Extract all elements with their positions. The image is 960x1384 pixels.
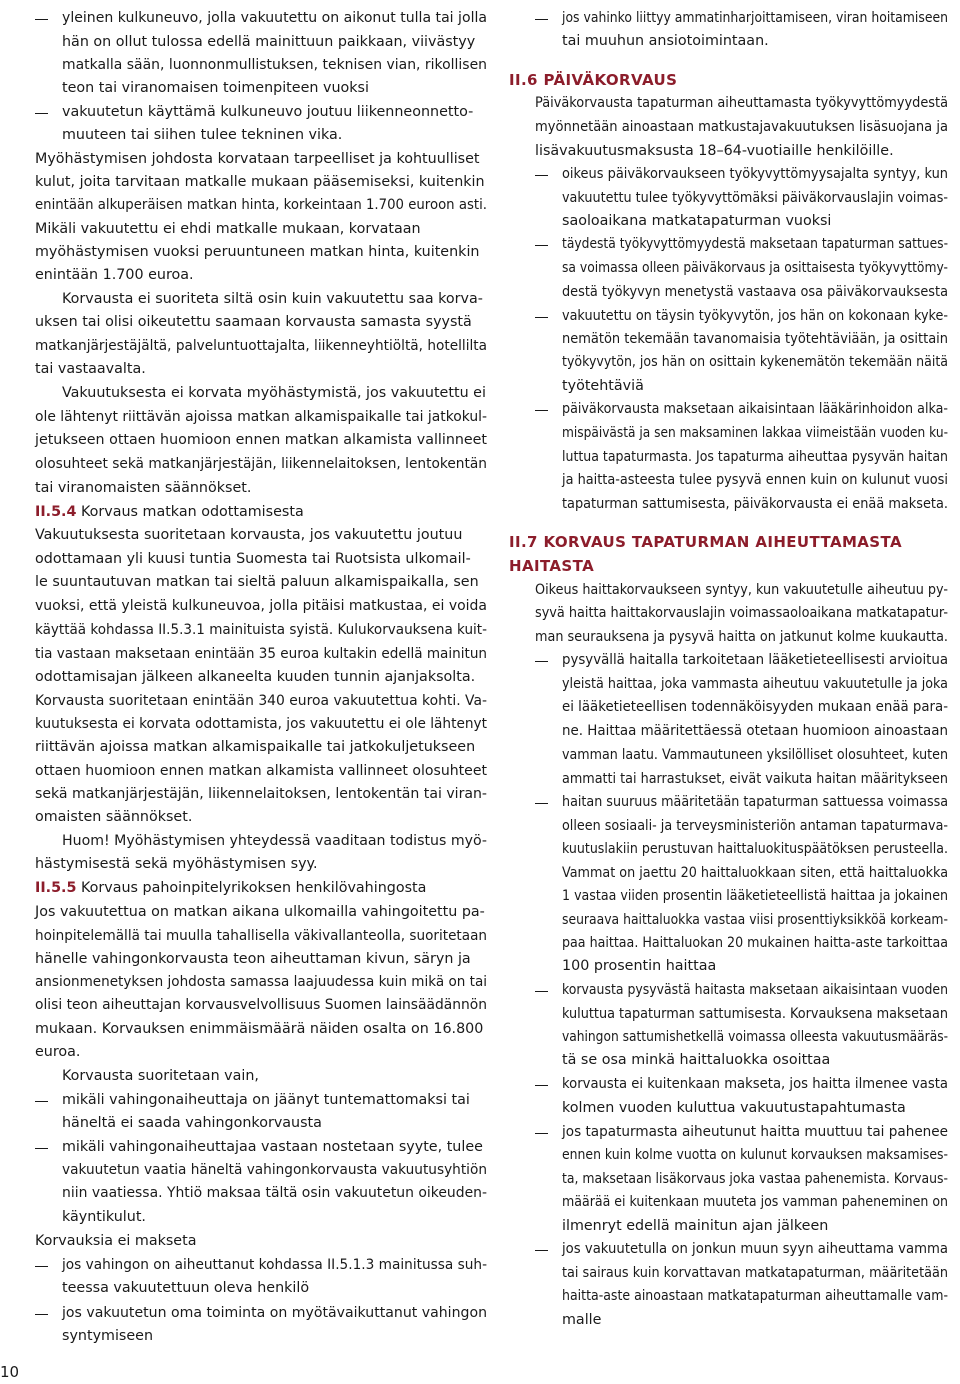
text-line — [562, 673, 960, 696]
text-line — [535, 626, 960, 649]
line-text: muuteen tai siihen tulee tekninen vika. — [62, 127, 343, 143]
text-line — [562, 422, 960, 445]
line-text: käyttää kohdassa II.5.3.1 mainituista syistä. Kulukorvauksena kuit- — [35, 622, 488, 638]
line-text: Mikäli vakuutettu ei ehdi matkalle mukaan, korvataan — [35, 221, 421, 237]
line-text: korvausta pysyvästä haitasta maksetaan aikaisintaan vuoden — [562, 982, 948, 998]
bullet-line — [62, 1254, 507, 1277]
text-line — [562, 281, 960, 304]
text-line — [35, 948, 471, 971]
text-line — [562, 1097, 906, 1120]
text-line — [562, 210, 831, 233]
line-text: tai muuhun ansiotoimintaan. — [562, 33, 769, 49]
line-text: olosuhteet sekä matkanjärjestäjän, liikennelaitoksen, lentokentän — [35, 456, 488, 472]
line-text: jos vakuutetun oma toiminta on myötävaikuttanut vahingon — [62, 1305, 488, 1321]
dash-marker — [535, 410, 548, 411]
line-text: hän on ollut tulossa edellä mainittuun paikkaan, viivästyy — [62, 34, 476, 50]
text-line — [562, 375, 644, 398]
line-text: olleen sosiaali- ja terveysministeriön antaman tapaturmava- — [562, 818, 948, 834]
text-line — [35, 524, 462, 547]
line-text: omaisten säännökset. — [35, 809, 193, 825]
text-line — [35, 666, 475, 689]
line-text: ammatti tai harrastukset, eivät vaikuta haitan määritykseen — [562, 771, 949, 787]
line-text: tai sairaus kuin korvattavan matkatapaturman, määritetään — [562, 1265, 948, 1281]
text-line — [562, 909, 960, 932]
line-text: nemätön tekemään tavanomaisia työtehtäviään, ja osittain — [562, 331, 949, 347]
line-text: haitan suuruus määritetään tapaturman sattuessa voimassa — [562, 794, 949, 810]
text-line — [35, 264, 194, 287]
text-line — [562, 862, 960, 885]
dash-marker — [535, 1133, 548, 1134]
text-line — [562, 815, 960, 838]
line-text: jetukseen ottaen huomioon ennen matkan alkamista vallinneet — [35, 432, 488, 448]
line-text: sa voimassa olleen päiväkorvaus ja osittaisesta työkyvyttömy- — [562, 260, 949, 276]
section-heading — [509, 531, 902, 554]
text-line — [35, 406, 500, 429]
line-text: destä työkyvyn menetystä vastaava osa päiväkorvauksesta — [562, 284, 948, 300]
text-line — [35, 736, 475, 759]
section-title: Korvaus pahoinpitelyrikoksen henkilövahingosta — [76, 880, 427, 896]
text-line — [35, 311, 472, 334]
line-text: niin vaatiessa. Yhtiö maksaa tältä osin vakuutetun oikeuden- — [62, 1185, 488, 1201]
text-line — [62, 288, 483, 311]
text-line — [562, 955, 716, 978]
line-text: Vammat on jaettu 20 haittaluokkaan siten, että haittaluokka — [562, 865, 949, 881]
line-text: vakuutetun käyttämä kulkuneuvo joutuu liikenneonnetto- — [62, 104, 474, 120]
text-line — [62, 31, 475, 54]
subsection-heading — [35, 501, 304, 524]
text-line — [562, 720, 960, 743]
line-text: määrää ei kuitenkaan muuteta jos vamman paheneminen on — [562, 1194, 949, 1210]
text-line — [35, 971, 512, 994]
text-line — [562, 1215, 828, 1238]
text-line — [35, 760, 495, 783]
line-text: kuutuksesta ei korvata odottamista, jos vakuutettu ei ole lähtenyt — [35, 716, 488, 732]
text-line — [535, 579, 960, 602]
line-text: matkalla sään, luonnonmullistuksen, teknisen vian, rikollisen — [62, 57, 487, 73]
bullet-line — [562, 305, 960, 328]
line-text: le suuntautuvan matkan tai sieltä paluun alkamispaikalla, sen — [35, 574, 479, 590]
text-line — [62, 1182, 498, 1205]
line-text: kuluttua tapaturman sattumisesta. Korvauksena maksetaan — [562, 1006, 949, 1022]
line-text: työkyvytön, jos hän on osittain kykenemätön tekemään näitä — [562, 354, 948, 370]
line-text: yleinen kulkuneuvo, jolla vakuutettu on aikonut tulla tai jolla — [62, 10, 487, 26]
text-line — [562, 1003, 960, 1026]
text-line — [35, 806, 192, 829]
bullet-line — [562, 7, 960, 30]
heading-text: II.6 PÄIVÄKORVAUS — [509, 71, 678, 89]
text-line — [62, 1206, 146, 1229]
line-text: man seurauksena ja pysyvä haitta on jatkunut kolme kuukautta. — [535, 629, 949, 645]
dash-marker — [35, 1101, 48, 1102]
line-text: tai vastaavalta. — [35, 361, 146, 377]
line-text: ja haitta-asteesta tulee pysyvä ennen kuin on kulunut vuosi — [562, 472, 948, 488]
text-line — [562, 696, 960, 719]
bullet-line — [562, 163, 960, 186]
text-line — [562, 30, 769, 53]
line-text: kuutuslakiin perustuvan haittaluokituspäätöksen perusteella. — [562, 841, 949, 857]
line-text: lisävakuutusmaksusta 18–64-vuotiaille henkilöille. — [535, 143, 894, 159]
line-text: ta, maksetaan lisäkorvaus joka vastaa pahenemista. Korvaus- — [562, 1171, 948, 1187]
line-text: korvausta ei kuitenkaan makseta, jos haitta ilmenee vasta — [562, 1076, 949, 1092]
line-text: odottamaan yli kuusi tuntia Suomesta tai Ruotsista ulkomail- — [35, 551, 471, 567]
line-text: oikeus päiväkorvaukseen työkyvyttömyysajalta syntyy, kun — [562, 166, 948, 182]
subsection-text — [35, 501, 304, 524]
line-text: ansionmenetyksen johdosta samassa laajuudessa kuin mikä on tai — [35, 974, 488, 990]
line-text: tia vastaan maksetaan enintään 35 euroa kultakin edellä mainitun — [35, 646, 488, 662]
dash-marker — [535, 245, 548, 246]
section-heading — [509, 69, 677, 92]
dash-marker — [535, 803, 548, 804]
bullet-line — [562, 791, 960, 814]
line-text: tapaturman sattumisesta, päiväkorvausta ei enää makseta. — [562, 496, 949, 512]
text-line — [62, 1277, 309, 1300]
bullet-line — [562, 1073, 960, 1096]
bullet-line — [62, 101, 473, 124]
text-line — [35, 783, 494, 806]
text-line — [35, 1018, 483, 1041]
section-number: II.5.4 — [35, 504, 77, 520]
text-line — [535, 140, 894, 163]
text-line — [35, 619, 513, 642]
line-text: hästymisestä sekä myöhästymisen syy. — [35, 856, 318, 872]
text-line — [62, 1065, 259, 1088]
text-line — [35, 548, 471, 571]
dash-marker — [535, 175, 548, 176]
dash-marker — [535, 661, 548, 662]
line-text: riittävän ajoissa matkan alkamispaikalle tai jatkokuljetukseen — [35, 739, 476, 755]
dash-marker — [535, 317, 548, 318]
text-line — [562, 1285, 960, 1308]
text-line — [35, 595, 497, 618]
line-text: saoloaikana matkatapaturman vuoksi — [562, 213, 832, 229]
subsection-text — [35, 877, 426, 900]
subsection-heading — [35, 877, 426, 900]
text-line — [35, 218, 421, 241]
section-heading — [509, 555, 594, 578]
dash-marker — [535, 1250, 548, 1251]
line-text: hoinpitelemällä tai muulla tahallisella väkivallanteolla, suoritetaan — [35, 928, 488, 944]
line-text: vahingon sattumishetkellä voimassa olleesta vakuutusmääräs- — [562, 1029, 948, 1045]
text-line — [562, 187, 960, 210]
line-text: ne. Haittaa määritettäessä otetaan huomioon ainoastaan — [562, 723, 949, 739]
line-text: haitta-aste ainoastaan matkatapaturman aiheuttamalle vam- — [562, 1288, 949, 1304]
text-line — [535, 92, 960, 115]
text-line — [562, 838, 960, 861]
text-line — [35, 853, 318, 876]
line-text: työtehtäviä — [562, 378, 644, 394]
line-text: mispäivästä ja sen maksaminen lakkaa viimeistään vuoden ku- — [562, 425, 948, 441]
line-text: jos vahingon on aiheuttanut kohdassa II.5.1.3 mainitussa suh- — [62, 1257, 488, 1273]
line-text: ilmenryt edellä mainitun ajan jälkeen — [562, 1218, 829, 1234]
text-line — [35, 643, 512, 666]
line-text: Päiväkorvausta tapaturman aiheuttamasta työkyvyttömyydestä — [535, 95, 948, 111]
line-text: olisi teon aiheuttajan korvausvelvollisuus Suomen lainsäädännön — [35, 997, 488, 1013]
text-line — [562, 1049, 830, 1072]
text-line — [35, 1230, 196, 1253]
line-text: jos vahinko liittyy ammatinharjoittamiseen, viran hoitamiseen — [562, 10, 948, 26]
text-line — [62, 830, 492, 853]
line-text: vakuutettu on täysin työkyvytön, jos hän on kokonaan kyke- — [562, 308, 948, 324]
line-text: Korvauksia ei makseta — [35, 1233, 197, 1249]
line-text: syvä haitta haittakorvauslajin voimassaoloaikana matkatapatur- — [535, 605, 948, 621]
line-text: Korvausta suoritetaan vain, — [62, 1068, 259, 1084]
text-line — [62, 124, 342, 147]
line-text: tai viranomaisten säännökset. — [35, 480, 252, 496]
text-line — [62, 382, 486, 405]
line-text: mikäli vahingonaiheuttajaa vastaan nostetaan syyte, tulee — [62, 1139, 483, 1155]
dash-marker — [35, 1266, 48, 1267]
text-line — [562, 1026, 960, 1049]
text-line — [35, 241, 479, 264]
line-text: mikäli vahingonaiheuttaja on jäänyt tuntemattomaksi tai — [62, 1092, 470, 1108]
line-text: Korvausta suoritetaan enintään 340 euroa vakuutettua kohti. Va- — [35, 693, 487, 709]
text-line — [535, 602, 960, 625]
dash-marker — [35, 1314, 48, 1315]
text-line — [62, 54, 497, 77]
line-text: enintään 1.700 euroa. — [35, 267, 194, 283]
bullet-line — [562, 1238, 960, 1261]
line-text: paa haittaa. Haittaluokan 20 mukainen haitta-aste tarkoittaa — [562, 935, 948, 951]
dash-marker — [35, 1148, 48, 1149]
text-line — [562, 446, 960, 469]
line-text: Huom! Myöhästymisen yhteydessä vaaditaan todistus myö- — [62, 833, 488, 849]
text-line — [35, 335, 508, 358]
text-line — [35, 994, 502, 1017]
line-text: Korvausta ei suoriteta siltä osin kuin vakuutettu saa korva- — [62, 291, 483, 307]
text-line — [35, 901, 485, 924]
text-line — [562, 469, 960, 492]
line-text: 100 prosentin haittaa — [562, 958, 717, 974]
text-line — [562, 1144, 960, 1167]
text-line — [562, 744, 960, 767]
line-text: luttua tapaturmasta. Jos tapaturma aiheuttaa pysyvän haitan — [562, 449, 948, 465]
line-text: vakuutettu tulee työkyvyttömäksi päiväkorvauslajin voimas- — [562, 190, 948, 206]
line-text: pysyvällä haitalla tarkoitetaan lääketieteellisesti arvioitua — [562, 652, 949, 668]
dash-marker — [535, 19, 548, 20]
line-text: kulut, joita tarvitaan matkalle mukaan pääsemiseksi, kuitenkin — [35, 174, 485, 190]
line-text: Jos vakuutettua on matkan aikana ulkomailla vahingoitettu pa- — [35, 904, 485, 920]
text-line — [562, 932, 960, 955]
bullet-line — [562, 979, 960, 1002]
text-line — [35, 358, 146, 381]
bullet-line — [562, 398, 960, 421]
page-number: 10 — [0, 1363, 20, 1381]
line-text: myöhästymisen vuoksi peruuntuneen matkan hinta, kuitenkin — [35, 244, 480, 260]
text-line — [562, 1168, 960, 1191]
line-text: tä se osa minkä haittaluokka osoittaa — [562, 1052, 831, 1068]
text-line — [35, 1041, 80, 1064]
line-text: vuoksi, että yleistä kulkuneuvoa, jolla pitäisi matkustaa, ei voida — [35, 598, 487, 614]
text-line — [562, 1262, 960, 1285]
line-text: jos vakuutetulla on jonkun muun syyn aiheuttama vamma — [562, 1241, 948, 1257]
text-line — [562, 351, 960, 374]
line-text: malle — [562, 1312, 602, 1328]
line-text: odottamisajan jälkeen alkaneelta kuuden tunnin ajanjaksolta. — [35, 669, 476, 685]
dash-marker — [535, 1085, 548, 1086]
line-text: myönnetään ainoastaan matkustajavakuutuksen lisäsuojana ja — [535, 119, 948, 135]
line-text: ole lähtenyt riittävän ajoissa matkan alkamispaikalle tai jatkokul- — [35, 409, 488, 425]
text-line — [562, 328, 960, 351]
section-number: II.5.5 — [35, 880, 77, 896]
line-text: käyntikulut. — [62, 1209, 146, 1225]
text-line — [35, 477, 251, 500]
line-text: sekä matkanjärjestäjän, liikennelaitoksen, lentokentän tai viran- — [35, 786, 488, 802]
line-text: jos tapaturmasta aiheutunut haitta muuttuu tai pahenee — [562, 1124, 949, 1140]
dash-marker — [535, 991, 548, 992]
dash-marker — [35, 19, 48, 20]
text-line — [35, 194, 522, 217]
line-text: ei lääketieteellisen todennäköisyyden mukaan enää para- — [562, 699, 949, 715]
line-text: uksen tai olisi oikeutettu saamaan korvausta samasta syystä — [35, 314, 472, 330]
line-text: enintään alkuperäisen matkan hinta, korkeintaan 1.700 euroon asti. — [35, 197, 487, 213]
text-line — [35, 713, 508, 736]
bullet-line — [562, 233, 960, 256]
text-line — [35, 148, 480, 171]
text-line — [62, 77, 369, 100]
text-line — [62, 1159, 507, 1182]
line-text: vamman laatu. Vammautuneen yksilölliset olosuhteet, kuten — [562, 747, 948, 763]
text-line — [35, 429, 489, 452]
text-line — [35, 690, 500, 713]
line-text: ennen kuin kolme vuotta on kulunut korvauksen maksamises- — [562, 1147, 949, 1163]
text-line — [535, 116, 960, 139]
line-text: kolmen vuoden kuluttua vakuutustapahtumasta — [562, 1100, 906, 1116]
line-text: ottaen huomioon ennen matkan alkamista vallinneet olosuhteet — [35, 763, 487, 779]
heading-text: HAITASTA — [509, 557, 595, 575]
line-text: euroa. — [35, 1044, 81, 1060]
line-text: seuraava haittaluokka vastaa viisi prosenttiyksikköä korkeam- — [562, 912, 948, 928]
line-text: päiväkorvausta maksetaan aikaisintaan lääkärinhoidon alka- — [562, 401, 949, 417]
heading-text: II.7 KORVAUS TAPATURMAN AIHEUTTAMASTA — [509, 533, 902, 551]
text-line — [562, 257, 960, 280]
line-text: yleistä haittaa, joka vammasta aiheutuu vakuutetulle ja joka — [562, 676, 948, 692]
text-line — [562, 1309, 601, 1332]
text-line — [35, 925, 511, 948]
dash-marker — [35, 113, 48, 114]
line-text: teon tai viranomaisen toimenpiteen vuoksi — [62, 80, 369, 96]
line-text: Vakuutuksesta ei korvata myöhästymistä, jos vakuutettu ei — [62, 385, 486, 401]
section-title: Korvaus matkan odottamisesta — [76, 504, 304, 520]
line-text: vakuutetun vaatia häneltä vahingonkorvausta vakuutusyhtiön — [62, 1162, 487, 1178]
text-line — [62, 1112, 322, 1135]
line-text: täydestä työkyvyttömyydestä maksetaan tapaturman sattues- — [562, 236, 949, 252]
line-text: hänelle vahingonkorvausta teon aiheuttaman kivun, säryn ja — [35, 951, 471, 967]
line-text: syntymiseen — [62, 1328, 154, 1344]
line-text: Oikeus haittakorvaukseen syntyy, kun vakuutetulle aiheutuu py- — [535, 582, 949, 598]
line-text: teessa vakuutettuun oleva henkilö — [62, 1280, 310, 1296]
bullet-line — [62, 1089, 470, 1112]
text-line — [35, 453, 506, 476]
bullet-line — [562, 649, 960, 672]
line-text: Vakuutuksesta suoritetaan korvausta, jos vakuutettu joutuu — [35, 527, 463, 543]
bullet-line — [62, 7, 494, 30]
line-text: häneltä ei saada vahingonkorvausta — [62, 1115, 322, 1131]
bullet-line — [562, 1121, 960, 1144]
text-line — [562, 1191, 960, 1214]
bullet-line — [62, 1302, 493, 1325]
text-line — [35, 171, 485, 194]
text-line — [562, 493, 960, 516]
text-line — [35, 571, 479, 594]
text-line — [62, 1325, 153, 1348]
bullet-line — [62, 1136, 483, 1159]
line-text: matkanjärjestäjältä, palveluntuottajalta, liikenneyhtiöltä, hotellilta — [35, 338, 488, 354]
line-text: 1 vastaa viiden prosentin lääketieteellistä haittaa ja jokainen — [562, 888, 949, 904]
text-line — [562, 768, 960, 791]
line-text: mukaan. Korvauksen enimmäismäärä näiden osalta on 16.800 — [35, 1021, 484, 1037]
line-text: Myöhästymisen johdosta korvataan tarpeelliset ja kohtuulliset — [35, 151, 480, 167]
text-line — [562, 885, 960, 908]
